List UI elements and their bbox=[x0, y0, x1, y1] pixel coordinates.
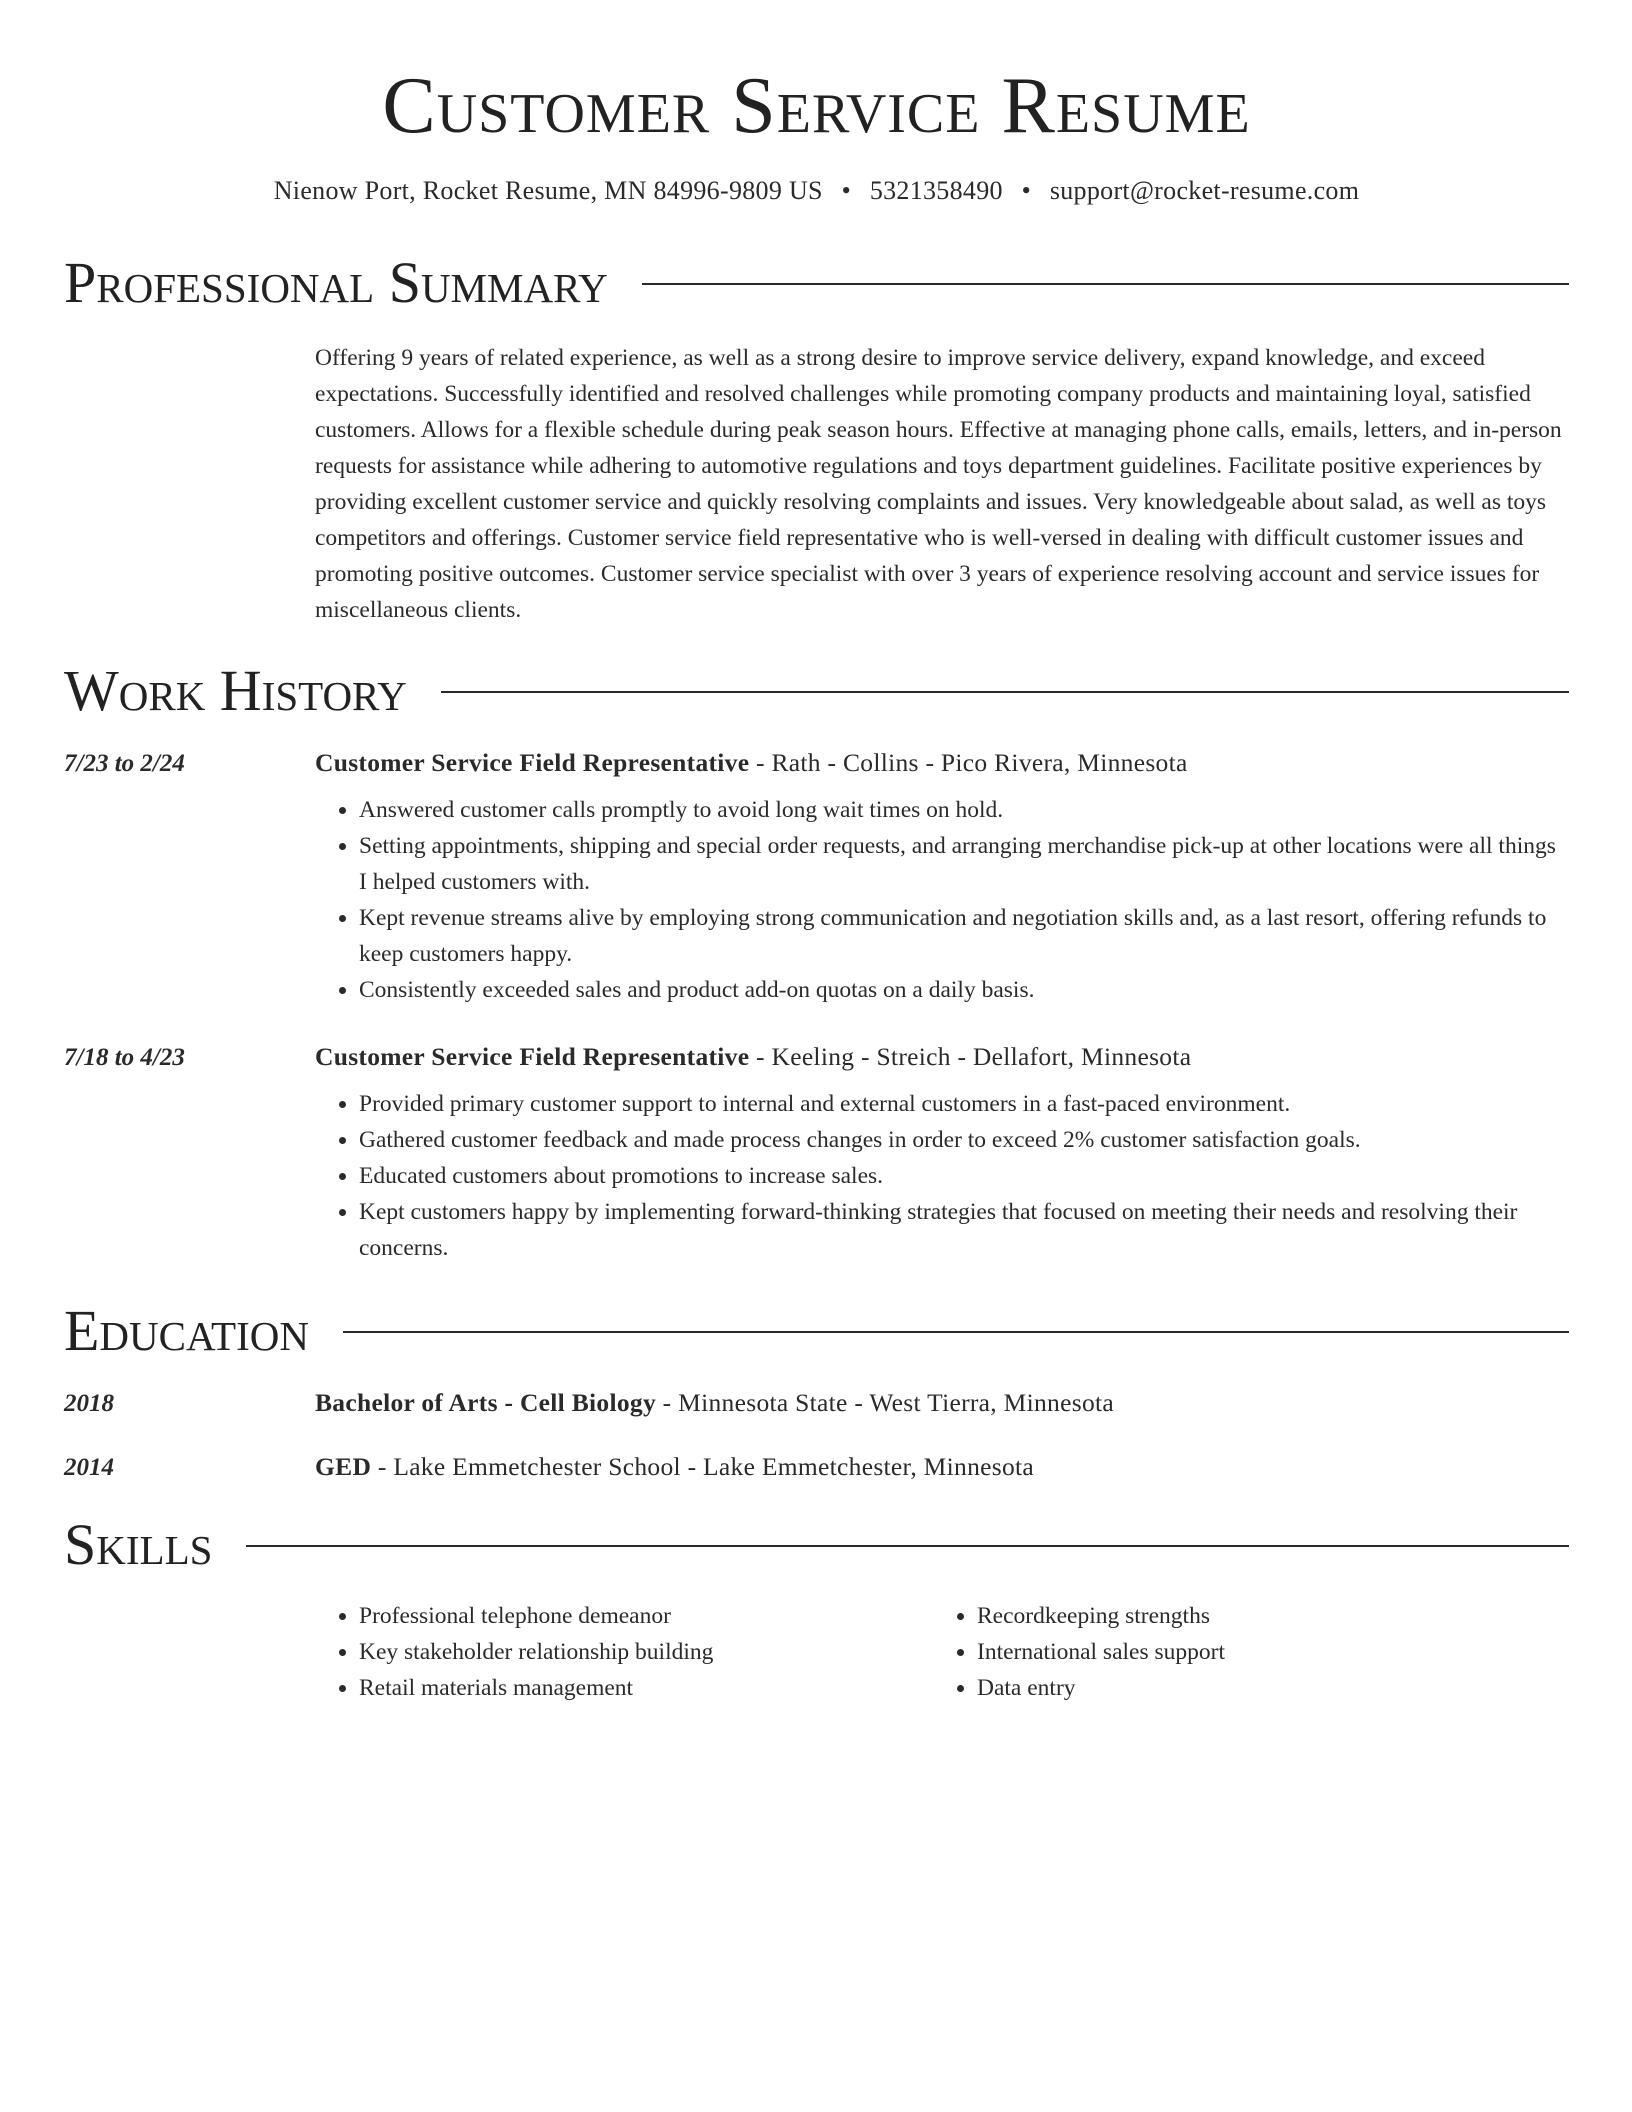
job-bullet: • Setting appointments, shipping and special order requests, and arranging merchandise pick-up at other locations were all things I helped customers with. bbox=[359, 828, 1569, 900]
job-bullets-container bbox=[315, 1086, 1569, 1266]
job-bullets bbox=[315, 1086, 1569, 1266]
job-bullet: • Gathered customer feedback and made process changes in order to exceed 2% customer satisfaction goals. bbox=[359, 1122, 1569, 1158]
education-degree: GED bbox=[315, 1452, 372, 1481]
job-details: - Rath - Collins - Pico Rivera, Minnesota bbox=[749, 748, 1188, 777]
skill-item: • Recordkeeping strengths bbox=[977, 1598, 1551, 1634]
contact-address: Nienow Port, Rocket Resume, MN 84996-9809 US bbox=[273, 176, 823, 205]
section-heading-work: Work History bbox=[64, 658, 407, 723]
skill-item: • International sales support bbox=[977, 1634, 1551, 1670]
job-bullet: • Consistently exceeded sales and product add-on quotas on a daily basis. bbox=[359, 972, 1569, 1008]
job-title: Customer Service Field Representative bbox=[315, 748, 750, 777]
contact-phone: 5321358490 bbox=[869, 176, 1003, 205]
contact-email: support@rocket-resume.com bbox=[1049, 176, 1360, 205]
education-year: 2014 bbox=[64, 1454, 114, 1481]
section-divider bbox=[642, 283, 1569, 285]
job-entry bbox=[64, 748, 1569, 1008]
job-title: Customer Service Field Representative bbox=[315, 1042, 750, 1071]
skill-item: • Key stakeholder relationship building bbox=[359, 1634, 933, 1670]
skill-item: • Data entry bbox=[977, 1670, 1551, 1706]
resume-title: Customer Service Resume bbox=[382, 62, 1251, 150]
job-bullet: • Answered customer calls promptly to avoid long wait times on hold. bbox=[359, 792, 1569, 828]
contact-separator: • bbox=[841, 176, 851, 205]
skills-list-left bbox=[315, 1598, 933, 1706]
education-entry bbox=[64, 1452, 1569, 1482]
education-heading bbox=[315, 1388, 1114, 1418]
job-bullet: • Kept revenue streams alive by employing strong communication and negotiation skills and, as a last resort, offering refunds to keep customers happy. bbox=[359, 900, 1569, 972]
section-work-header bbox=[64, 656, 1569, 726]
job-details: - Keeling - Streich - Dellafort, Minnesota bbox=[749, 1042, 1192, 1071]
job-bullets bbox=[315, 792, 1569, 1008]
section-heading-summary: Professional Summary bbox=[64, 250, 608, 315]
section-divider bbox=[343, 1331, 1569, 1333]
job-dates: 7/18 to 4/23 bbox=[64, 1044, 185, 1071]
section-divider bbox=[441, 691, 1569, 693]
skill-item: • Retail materials management bbox=[359, 1670, 933, 1706]
resume-page bbox=[64, 0, 1569, 1706]
job-bullet: • Kept customers happy by implementing forward-thinking strategies that focused on meeting their needs and resolving their concerns. bbox=[359, 1194, 1569, 1266]
skill-item: • Professional telephone demeanor bbox=[359, 1598, 933, 1634]
job-heading bbox=[315, 1042, 1191, 1072]
education-heading bbox=[315, 1452, 1034, 1482]
skills-grid bbox=[315, 1598, 1569, 1706]
section-heading-education: Education bbox=[64, 1298, 309, 1363]
education-details: - Lake Emmetchester School - Lake Emmetchester, Minnesota bbox=[371, 1452, 1035, 1481]
section-skills-header bbox=[64, 1510, 1569, 1580]
job-heading bbox=[315, 748, 1188, 778]
section-divider bbox=[246, 1545, 1569, 1547]
section-education-header bbox=[64, 1296, 1569, 1366]
section-summary-header bbox=[64, 248, 1569, 318]
job-entry bbox=[64, 1042, 1569, 1266]
education-details: - Minnesota State - West Tierra, Minnesota bbox=[656, 1388, 1114, 1417]
job-dates: 7/23 to 2/24 bbox=[64, 750, 185, 777]
job-header bbox=[64, 1042, 1569, 1072]
job-header bbox=[64, 748, 1569, 778]
contact-line bbox=[64, 176, 1569, 206]
job-bullet: • Educated customers about promotions to increase sales. bbox=[359, 1158, 1569, 1194]
education-year: 2018 bbox=[64, 1390, 114, 1417]
summary-text: Offering 9 years of related experience, as well as a strong desire to improve service delivery, expand knowledge, and exceed expectations. Successfully identified and resolved challenges while promoting company products and maintaining loyal, satisfied customers. Allows for a flexible schedule during peak season hours. Effective at managing phone calls, emails, letters, and in-person requests for assistance while adhering to automotive regulations and toys department guidelines. Facilitate positive experiences by providing excellent customer service and quickly resolving complaints and issues. Very knowledgeable about salad, as well as toys competitors and offerings. Customer service field representative who is well-versed in dealing with difficult customer issues and promoting positive outcomes. Customer service specialist with over 3 years of experience resolving account and service issues for miscellaneous clients. bbox=[315, 345, 1562, 623]
education-degree: Bachelor of Arts - Cell Biology bbox=[315, 1388, 656, 1417]
education-entry bbox=[64, 1388, 1569, 1418]
section-heading-skills: Skills bbox=[64, 1512, 213, 1577]
job-bullets-container bbox=[315, 792, 1569, 1008]
contact-separator: • bbox=[1021, 176, 1032, 205]
skills-list-right bbox=[933, 1598, 1551, 1706]
job-bullet: • Provided primary customer support to internal and external customers in a fast-paced environment. bbox=[359, 1086, 1569, 1122]
